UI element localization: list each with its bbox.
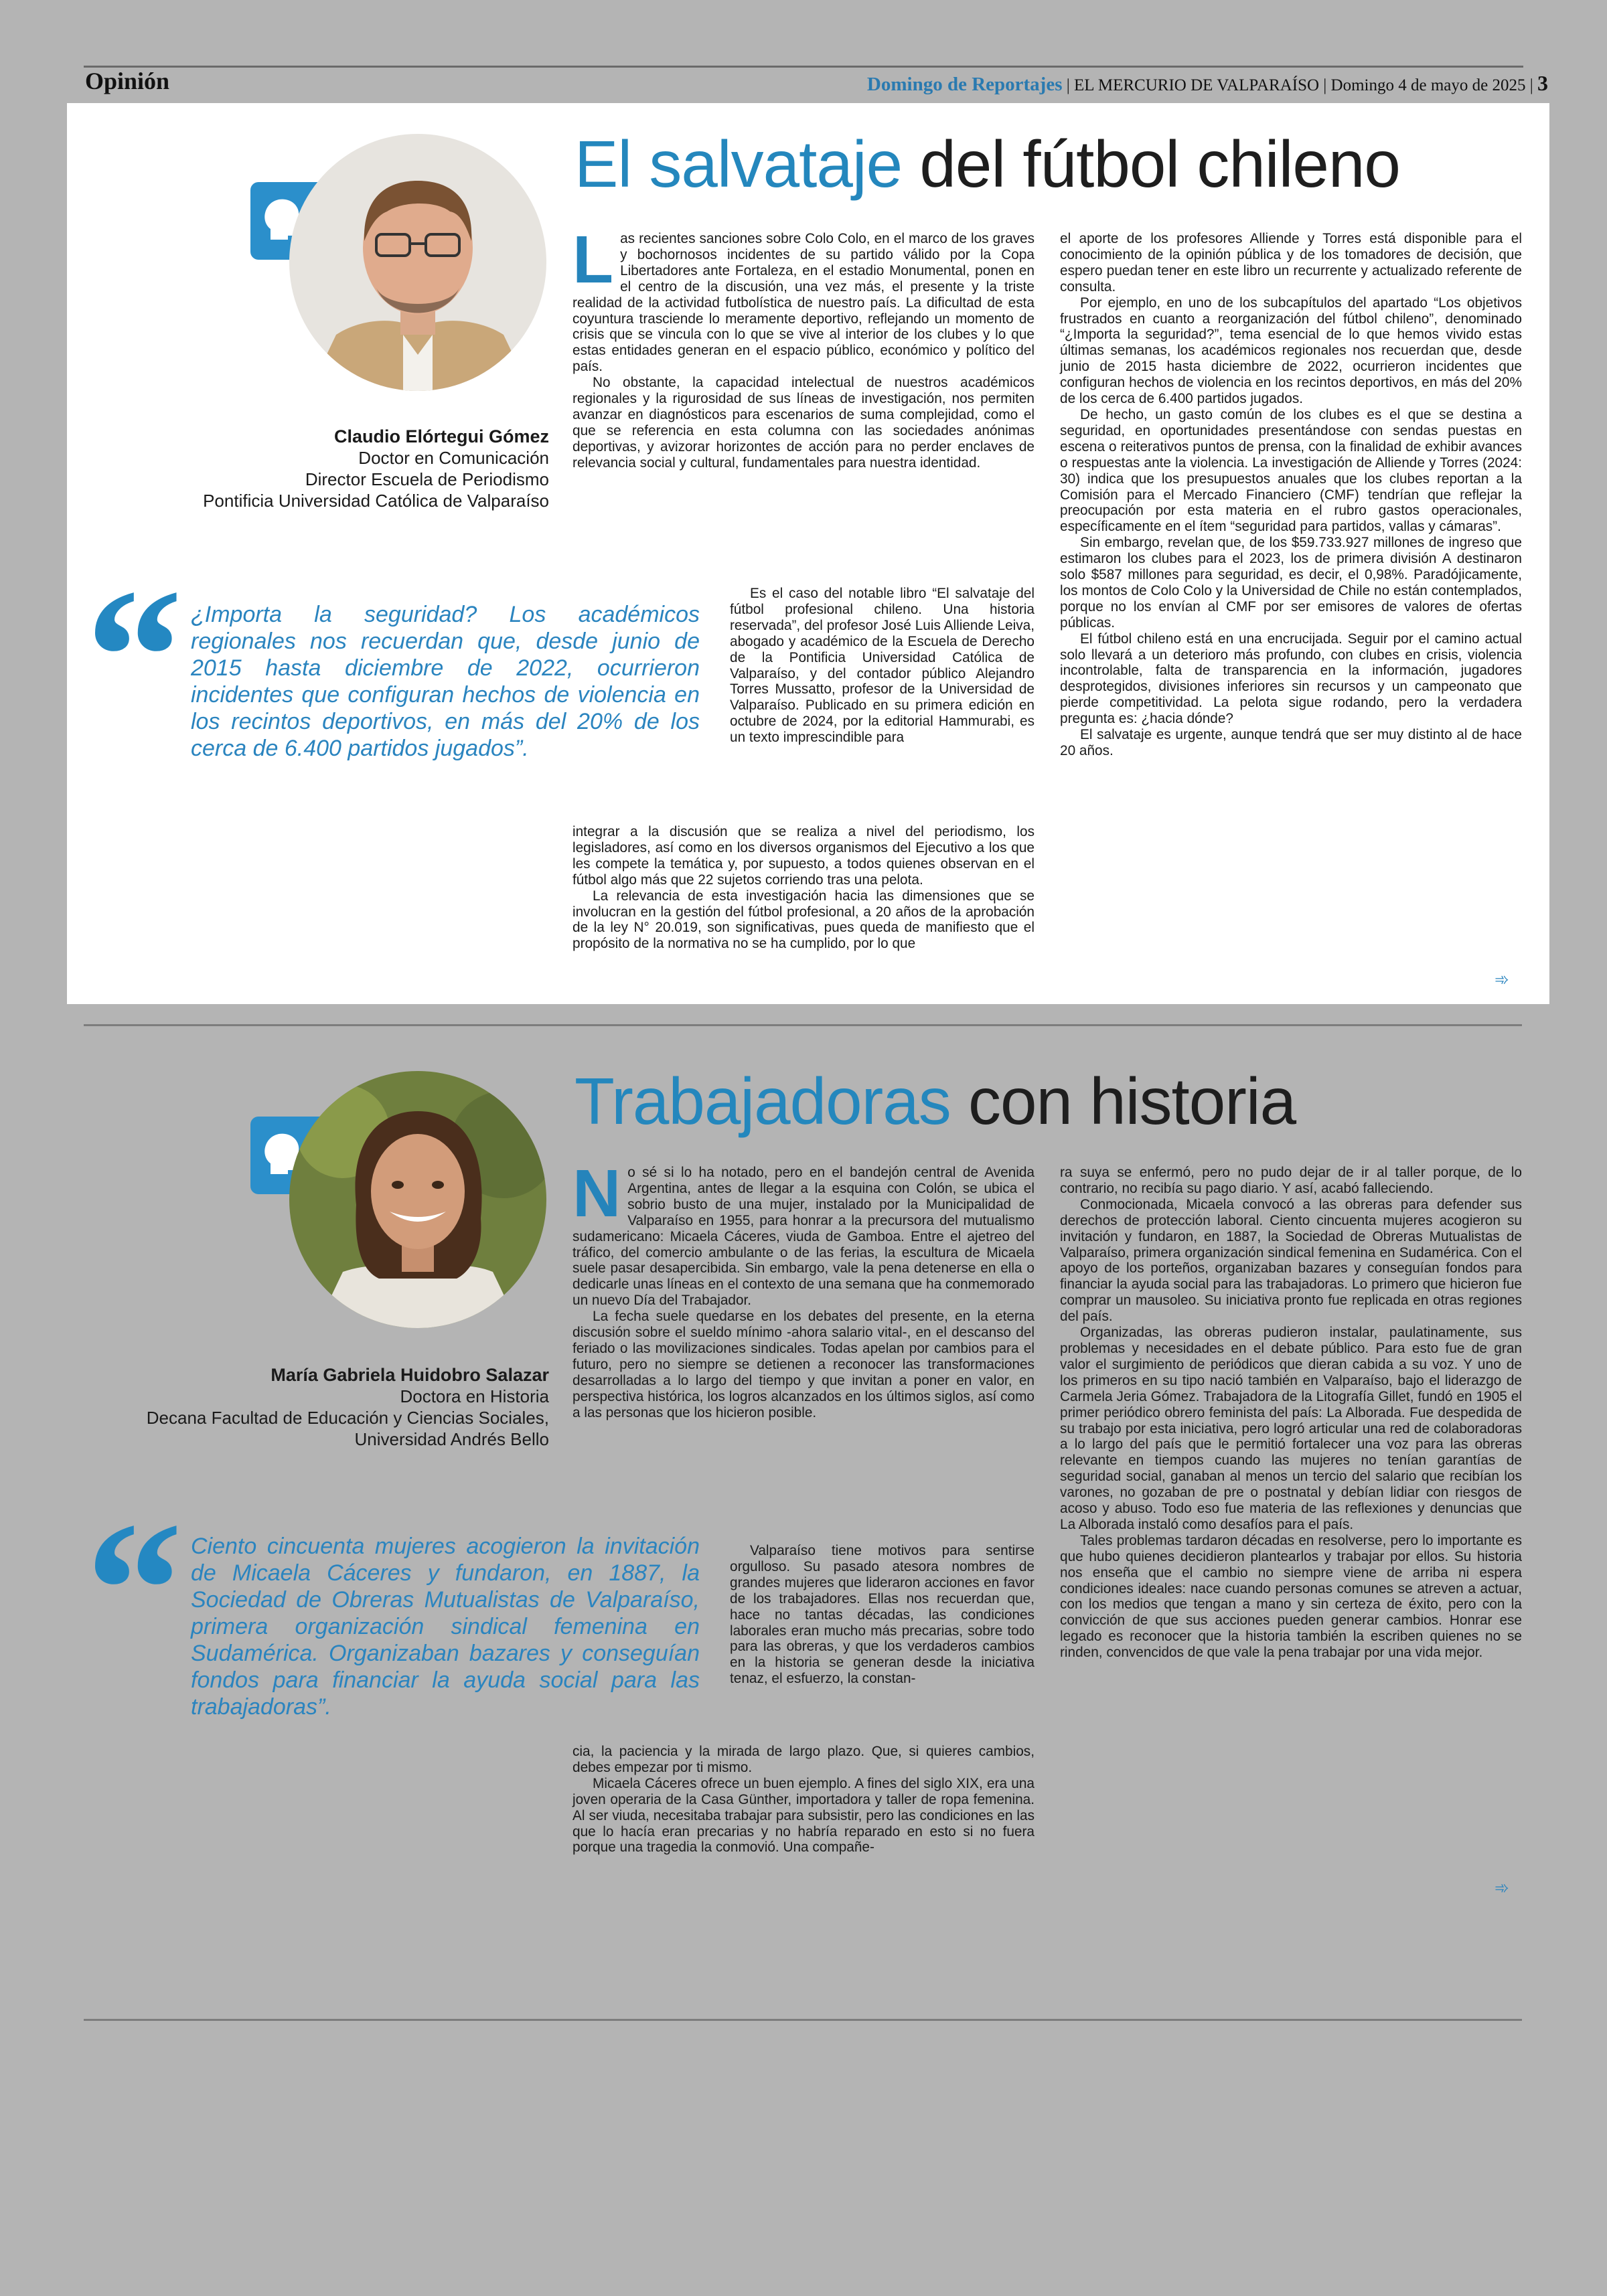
article-1-column-1-lower bbox=[572, 824, 1035, 952]
body-paragraph: Valparaíso tiene motivos para sentirse orgulloso. Su pasado atesora nombres de grandes mujeres que lideraron acciones en favor de los trabajadores. Ellas nos recuerdan que, hace no tantas décadas, las condiciones laborales eran mucho más precarias, sobre todo para las obreras, y que los verdaderos cambios en la historia se generan desde la iniciativa tenaz, el esfuerzo, la constan- bbox=[730, 1543, 1035, 1687]
article-2-column-2 bbox=[1060, 1165, 1522, 1661]
article-1-column-2 bbox=[1060, 231, 1522, 759]
end-mark-icon: ➾ bbox=[1495, 969, 1509, 989]
body-paragraph: Es el caso del notable libro “El salvataje del fútbol profesional chileno. Una historia reservada”, del profesor José Luis Alliende Leiva, abogado y académico de la Escuela de Derecho de la Pontificia Universidad Católica de Valparaíso, y del contador público Alejandro Torres Mussatto, profesor de la Universidad de Valparaíso. Publicado en su primera edición en octubre de 2024, por la editorial Hammurabi, es un texto imprescindible para bbox=[730, 586, 1035, 746]
section-divider bbox=[84, 1024, 1522, 1026]
body-paragraph: Por ejemplo, en uno de los subcapítulos del apartado “Los objetivos frustrados en cuanto a reorganización del fútbol chileno”, denominado “¿Importa la seguridad?”, tema esencial de lo que hemos vivido estas últimas semanas, los académicos regionales nos recuerdan que, desde junio de 2015 hasta diciembre de 2022, ocurrieron incidentes que configuran hechos de violencia en los recintos deportivos, en más del 20% de los cerca de 6.400 partidos jugados. bbox=[1060, 295, 1522, 407]
author-name: Claudio Elórtegui Gómez bbox=[333, 426, 549, 446]
quote-mark-icon: “ bbox=[86, 549, 183, 764]
article-1-headline bbox=[575, 127, 1400, 201]
drop-cap: L bbox=[572, 222, 614, 297]
author-portrait bbox=[289, 1071, 546, 1328]
author-affiliation: Universidad Andrés Bello bbox=[354, 1429, 549, 1449]
body-paragraph: El fútbol chileno está en una encrucijada. Seguir por el camino actual solo llevará a un deterioro más profundo, con clubes en crisis, violencia incontrolable, falta de transparencia en la información, jugadores desprotegidos, divisiones inferiores sin recursos y un campeonato que pierde competitividad. La pelota sigue rodando, pero la verdadera pregunta es: ¿hacia dónde? bbox=[1060, 631, 1522, 727]
header-separator: | bbox=[1066, 76, 1070, 94]
pull-quote: ¿Importa la seguridad? Los académicos regionales nos recuerdan que, desde junio de 2015 hasta diciembre de 2022, ocurrieron incidentes que configuran hechos de violencia en los recintos deportivos, en más del 20% de los cerca de 6.400 partidos jugados”. bbox=[191, 602, 700, 761]
body-paragraph: La fecha suele quedarse en los debates del presente, en la eterna discusión sobre el sueldo mínimo -ahora salario vital-, en el descanso del feriado o las movilizaciones sindicales. Todas apelan por cambios para el futuro, pero no siempre se detienen a reconocer las transformaciones desarrolladas a lo largo del tiempo y que invitan a poner en valor, en perspectiva histórica, los logros alcanzados en los últimos siglos, así como a las personas que los hicieron posible. bbox=[572, 1309, 1035, 1420]
article-1-column-1-narrow bbox=[730, 586, 1035, 746]
issue-date: Domingo 4 de mayo de 2025 bbox=[1330, 76, 1526, 94]
body-paragraph: El salvataje es urgente, aunque tendrá que ser muy distinto al de hace 20 años. bbox=[1060, 727, 1522, 758]
body-paragraph: De hecho, un gasto común de los clubes es el que se destina a seguridad, en oportunidades presentándose con sendas puestas en escena o reiterativos puntos de prensa, con la finalidad de exhibir avances o respuestas ante la violencia. La investigación de Alliende y Torres (2024: 30) indica que los presupuestos anuales que los clubes reportan a la Comisión para el Mercado Financiero (CMF) tendrían que reflejar la preocupación por esta materia en el rubro gastos operacionales, específicamente en el ítem “seguridad para partidos, vallas y cámaras”. bbox=[1060, 406, 1522, 535]
section-divider bbox=[84, 2019, 1522, 2021]
page-header bbox=[867, 71, 1548, 96]
author-title: Doctora en Historia bbox=[400, 1386, 549, 1406]
header-separator: | bbox=[1529, 76, 1533, 94]
article-2-column-1-narrow bbox=[730, 1543, 1035, 1687]
author-portrait bbox=[289, 134, 546, 391]
drop-cap: N bbox=[572, 1156, 621, 1231]
body-paragraph: Conmocionada, Micaela convocó a las obreras para defender sus derechos de protección laboral. Ciento cincuenta mujeres acogieron su invitación y fundaron, en 1887, la Sociedad de Obreras Mutualistas de Valparaíso, primera organización sindical femenina en Sudamérica. Con el apoyo de los porteños, organizaban bazares y conseguían fondos para financiar la ayuda social para las trabajadoras. Lo primero que hicieron fue comprar un mausoleo. Su iniciativa pronto fue replicada en otras regiones del país. bbox=[1060, 1196, 1522, 1325]
headline-accent: El salvataje bbox=[575, 127, 903, 201]
body-paragraph: el aporte de los profesores Alliende y Torres está disponible para el conocimiento de la opinión pública y de los tomadores de decisión, que espero puedan tener en este libro un recurrente y actualizado referente de consulta. bbox=[1060, 231, 1522, 295]
quote-mark-icon: “ bbox=[86, 1482, 183, 1697]
article-2-headline bbox=[575, 1064, 1296, 1138]
body-paragraph: No obstante, la capacidad intelectual de nuestros académicos regionales y la rigurosidad de sus líneas de investigación, nos permiten avanzar en diagnósticos para escenarios de suma complejidad, como el que se referencia en esta columna con las sociedades anónimas deportivas, y avizorar horizontes de acción para no perder enclaves de relevancia social y cultural, fundamentales para nuestra identidad. bbox=[572, 375, 1035, 471]
article-2-column-1-lower bbox=[572, 1744, 1035, 1856]
newspaper-name: EL MERCURIO DE VALPARAÍSO bbox=[1074, 76, 1320, 94]
paragraph-text: as recientes sanciones sobre Colo Colo, en el marco de los graves y bochornosos incidentes de su partido válido por la Copa Libertadores ante Fortaleza, en el estadio Monumental, ponen en el centro de la discusión, una vez más, el presente y la triste realidad de la actividad futbolística de nuestro país. La dificultad de esta coyuntura trasciende lo meramente deportivo, reflejando un momento de crisis que se vincula con lo que se vive al interior de los clubes y lo que estas entidades generan en el espacio público, económico y político del país. bbox=[572, 231, 1035, 375]
body-paragraph: La relevancia de esta investigación hacia las dimensiones que se involucran en la gestión del fútbol profesional, a 20 años de la aprobación de la ley N° 20.019, son significativas, pues queda de manifiesto que el propósito de la normativa no se ha cumplido, por lo que bbox=[572, 888, 1035, 952]
body-paragraph bbox=[572, 222, 1035, 375]
body-paragraph bbox=[572, 1156, 1035, 1309]
header-separator: | bbox=[1323, 76, 1327, 94]
author-title: Director Escuela de Periodismo bbox=[305, 469, 549, 489]
headline-rest: con historia bbox=[968, 1064, 1296, 1138]
body-paragraph: cia, la paciencia y la mirada de largo plazo. Que, si quieres cambios, debes empezar por ti mismo. bbox=[572, 1744, 1035, 1775]
author-title: Decana Facultad de Educación y Ciencias Sociales, bbox=[146, 1408, 549, 1428]
author-affiliation: Pontificia Universidad Católica de Valparaíso bbox=[203, 491, 549, 511]
brand-name: Domingo de Reportajes bbox=[866, 74, 1063, 95]
author-name: María Gabriela Huidobro Salazar bbox=[271, 1365, 549, 1385]
body-paragraph: integrar a la discusión que se realiza a nivel del periodismo, los legisladores, así como en los diversos organismos del Ejecutivo a los que les compete la temática y, por supuesto, a todos quienes observan en el fútbol algo más que 22 sujetos corriendo tras una pelota. bbox=[572, 824, 1035, 888]
end-mark-icon: ➾ bbox=[1495, 1878, 1509, 1898]
body-paragraph: Tales problemas tardaron décadas en resolverse, pero lo importante es que hubo quienes decidieron plantearlos y trabajar por ellos. Su historia nos enseña que el cambio no siempre viene de arriba ni espera condiciones ideales: nace cuando personas comunes se atreven a actuar, con los medios que tengan a mano y sin certeza de éxito, pero con la convicción de que sus acciones pueden generar cambios. Honrar ese legado es reconocer que la historia también la escriben quienes no se rinden, convencidos de que vale la pena trabajar por una vida mejor. bbox=[1060, 1532, 1522, 1661]
article-2-column-1 bbox=[572, 1156, 1035, 1421]
paragraph-text: o sé si lo ha notado, pero en el bandejón central de Avenida Argentina, antes de llegar a la esquina con Colón, se ubica el sobrio busto de una mujer, instalado por la Municipalidad de Valparaíso en 1955, para honrar a la precursora del mutualismo sudamericano: Micaela Cáceres, viuda de Gamboa. Entre el ajetreo del tráfico, del comercio ambulante o de las ferias, la escultura de Micaela suele pasar desapercibida. Sin embargo, vale la pena detenerse en ella o dedicarle unas líneas en el contexto de una semana que ha conmemorado un nuevo Día del Trabajador. bbox=[572, 1165, 1035, 1309]
body-paragraph: ra suya se enfermó, pero no pudo dejar de ir al taller porque, de lo contrario, no recibía su pago diario. Y así, acabó falleciendo. bbox=[1060, 1165, 1522, 1196]
pull-quote: Ciento cincuenta mujeres acogieron la invitación de Micaela Cáceres y fundaron, en 1887, la Sociedad de Obreras Mutualistas de Valparaíso, primera organización sindical femenina en Sudamérica. Organizaban bazares y conseguían fondos para financiar la ayuda social para las trabajadoras”. bbox=[191, 1534, 700, 1720]
article-1-byline bbox=[134, 426, 549, 511]
section-label: Opinión bbox=[85, 68, 170, 94]
author-title: Doctor en Comunicación bbox=[358, 448, 549, 468]
article-1-column-1 bbox=[572, 222, 1035, 471]
article-2-byline bbox=[121, 1364, 549, 1450]
headline-accent: Trabajadoras bbox=[575, 1064, 951, 1138]
body-paragraph: Micaela Cáceres ofrece un buen ejemplo. A fines del siglo XIX, era una joven operaria de la Casa Günther, importadora y taller de ropa femenina. Al ser viuda, necesitaba trabajar para subsistir, pero las condiciones en las que lo hacía eran precarias y no habría reparado en esto si no fuera porque una tragedia la conmovió. Una compañe- bbox=[572, 1775, 1035, 1856]
header-rule bbox=[84, 66, 1523, 68]
page-number: 3 bbox=[1537, 71, 1548, 95]
body-paragraph: Organizadas, las obreras pudieron instalar, paulatinamente, sus problemas y necesidades en el debate público. Para esto fue de gran valor el surgimiento de periódicos que dieran cabida a su voz. Y uno de los primeros en su tipo nació también en Valparaíso, bajo el liderazgo de Carmela Jeria Gómez. Trabajadora de la Litografía Gillet, fundó en 1905 el primer periódico obrero feminista del país: La Alborada. Fue despedida de su trabajo por esta iniciativa, pero logró articular una red de colaboradoras a lo largo del país que le permitió fortalecer una voz para las obreras relevante en tiempos cuando las mujeres no tenían garantías de seguridad social, ganaban al menos un tercio del salario que recibían los varones, no gozaban de pre o postnatal y debían lidiar con riesgos de acoso y abuso. Todo eso fue materia de las reflexiones y denuncias que La Alborada instaló como desafíos para el país. bbox=[1060, 1325, 1522, 1532]
headline-rest: del fútbol chileno bbox=[919, 127, 1400, 201]
body-paragraph: Sin embargo, revelan que, de los $59.733.927 millones de ingreso que estimaron los clubes para el 2023, los de primera división A destinaron solo $587 millones para seguridad, es decir, el 0,98%. Paradójicamente, los montos de Colo Colo y la Universidad de Chile no están contemplados, porque no los envían al CMF por ser emisores de valores de ofertas públicas. bbox=[1060, 535, 1522, 631]
